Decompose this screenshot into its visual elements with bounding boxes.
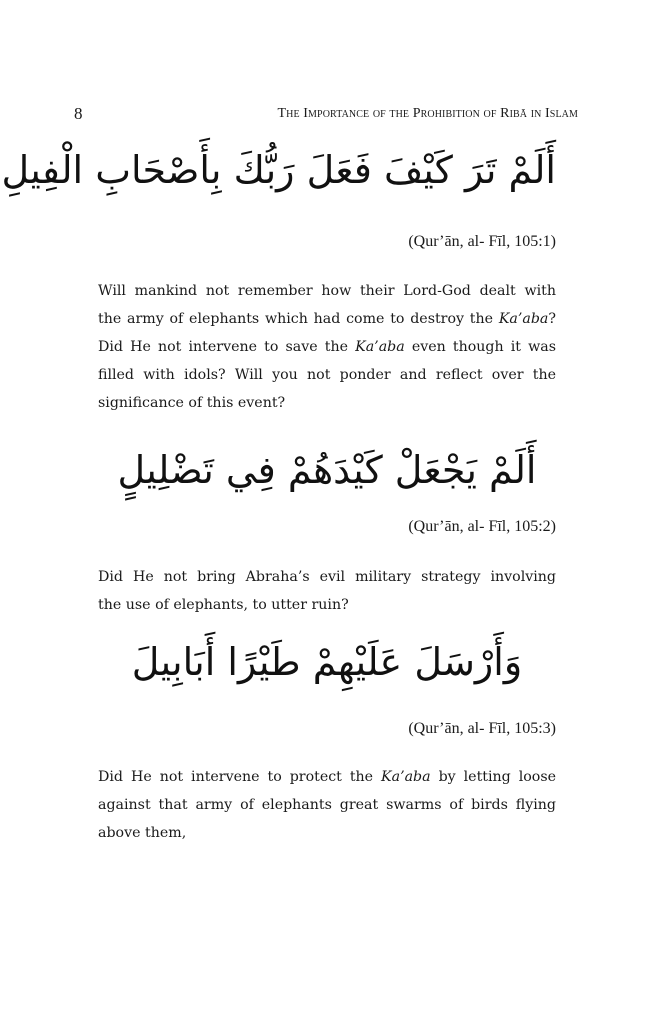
verse-citation-105-2: (Qur’ān, al- Fīl, 105:2) (408, 518, 556, 535)
paragraph-line: the army of elephants which had come to destroy the Ka’aba? (98, 311, 556, 327)
paragraph-line: Did He not intervene to save the Ka’aba even though it was (98, 339, 556, 355)
page-number: 8 (74, 104, 83, 123)
quran-verse-105-1: أَلَمْ تَرَ كَيْفَ فَعَلَ رَبُّكَ بِأَصْحَابِ الْفِيلِ (1, 148, 556, 192)
paragraph-line: against that army of elephants great swarms of birds flying (98, 797, 556, 813)
running-head: The Importance of the Prohibition of Ribā in Islam (277, 106, 578, 121)
paragraph-line: above them, (98, 825, 187, 841)
paragraph-line: Will mankind not remember how their Lord-God dealt with (98, 283, 556, 299)
paragraph-line: Did He not intervene to protect the Ka’aba by letting loose (98, 769, 556, 785)
verse-citation-105-3: (Qur’ān, al- Fīl, 105:3) (408, 720, 556, 737)
paragraph-line: Did He not bring Abraha’s evil military strategy involving (98, 569, 556, 585)
paragraph-3 (98, 763, 556, 847)
paragraph-1 (98, 277, 556, 417)
paragraph-line: the use of elephants, to utter ruin? (98, 597, 349, 613)
paragraph-2 (98, 563, 556, 619)
paragraph-line: significance of this event? (98, 395, 286, 411)
paragraph-line: filled with idols? Will you not ponder and reflect over the (98, 367, 556, 383)
verse-citation-105-1: (Qur’ān, al- Fīl, 105:1) (408, 233, 556, 250)
quran-verse-105-2: أَلَمْ يَجْعَلْ كَيْدَهُمْ فِي تَضْلِيلٍ (117, 448, 537, 492)
quran-verse-105-3: وَأَرْسَلَ عَلَيْهِمْ طَيْرًا أَبَابِيلَ (131, 640, 523, 684)
